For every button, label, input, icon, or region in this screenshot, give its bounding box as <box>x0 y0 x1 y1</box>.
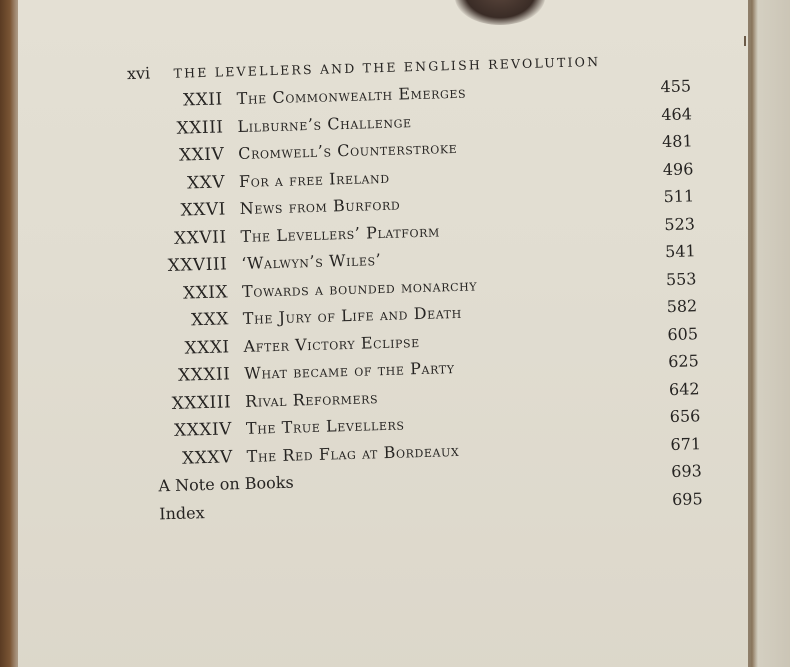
chapter-number: XXXII <box>177 364 231 386</box>
chapter-title: After Victory Eclipse <box>243 331 421 356</box>
table-of-contents <box>1 76 713 535</box>
page-number: 693 <box>671 461 703 482</box>
chapter-title: For a free Ireland <box>238 167 390 191</box>
chapter-number: XXII <box>182 89 223 111</box>
chapter-title: The Commonwealth Emerges <box>236 82 467 109</box>
chapter-title: ‘Walwyn’s Wiles’ <box>241 250 382 273</box>
page-number: 671 <box>670 433 702 454</box>
page-number: 511 <box>663 186 695 207</box>
page-number: 642 <box>668 378 700 399</box>
chapter-title: The Red Flag at Bordeaux <box>246 440 460 466</box>
chapter-title: The True Levellers <box>245 414 405 438</box>
chapter-number: XXIX <box>182 281 229 304</box>
chapter-title: Lilburne’s Challenge <box>237 111 412 136</box>
page-number: 523 <box>664 213 696 234</box>
chapter-number: XXXIV <box>173 419 233 441</box>
chapter-title: Towards a bounded monarchy <box>241 274 478 301</box>
chapter-number: XXIII <box>176 116 224 139</box>
running-head-title: THE LEVELLERS AND THE ENGLISH REVOLUTION <box>173 53 601 81</box>
chapter-number: XXVI <box>180 199 227 221</box>
chapter-title: The Levellers’ Platform <box>240 220 441 246</box>
chapter-number: XXXIII <box>171 391 232 414</box>
page-number: 496 <box>662 158 694 179</box>
chapter-title: News from Burford <box>239 194 401 218</box>
chapter-title: The Jury of Life and Death <box>242 302 463 328</box>
chapter-title: Rival Reformers <box>244 387 379 411</box>
page-number: 656 <box>669 406 701 427</box>
chapter-number: XXIV <box>178 144 225 166</box>
page-number: 553 <box>665 268 697 289</box>
page-number: 541 <box>664 241 696 262</box>
page-number: 464 <box>661 103 693 124</box>
chapter-number: XXX <box>190 309 230 331</box>
chapter-title: Cromwell’s Counterstroke <box>237 137 458 164</box>
page-number: 605 <box>667 323 699 344</box>
chapter-number: XXXI <box>184 336 230 359</box>
back-matter-title: A Note on Books <box>158 472 294 496</box>
page-number: 582 <box>666 296 698 317</box>
page-folio: xvi <box>126 63 151 84</box>
chapter-title: What became of the Party <box>244 358 455 383</box>
page-number: 625 <box>667 351 700 372</box>
chapter-number: XXVIII <box>167 254 228 277</box>
running-head <box>127 51 601 83</box>
chapter-number: XXXV <box>181 446 233 469</box>
chapter-number: XXV <box>186 171 226 193</box>
page-number: 695 <box>671 488 703 509</box>
back-matter-title: Index <box>158 502 205 523</box>
chapter-number: XXVII <box>173 226 227 249</box>
page-number: 481 <box>661 131 693 152</box>
page-number: 455 <box>660 76 692 97</box>
